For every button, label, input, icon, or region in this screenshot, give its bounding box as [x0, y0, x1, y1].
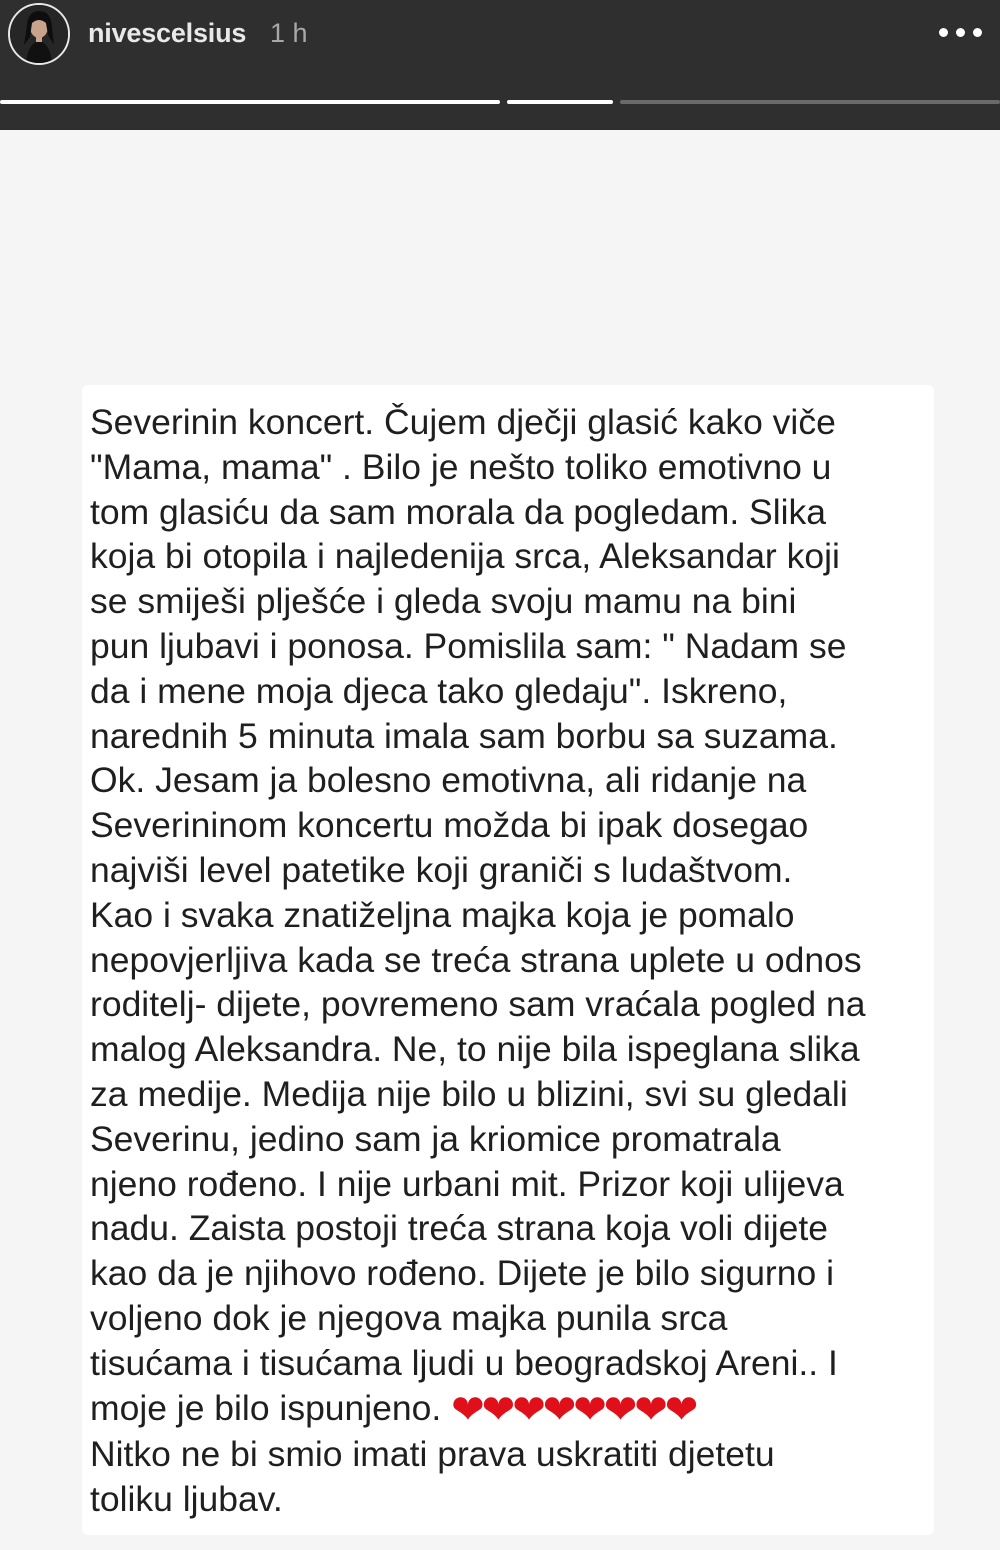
story-line: malog Aleksandra. Ne, to nije bila ispeglana slika [90, 1029, 860, 1070]
story-line: "Mama, mama" . Bilo je nešto toliko emotivno u [90, 446, 832, 487]
story-line: voljeno dok je njegova majka punila srca [90, 1297, 728, 1338]
profile-avatar[interactable] [8, 3, 70, 65]
story-line: da i mene moja djeca tako gledaju". Iskreno, [90, 670, 788, 711]
more-horizontal-icon[interactable] [939, 28, 982, 37]
avatar-photo [10, 5, 68, 63]
story-line-text: moje je bilo ispunjeno. [90, 1387, 442, 1428]
story-line: tisućama i tisućama ljudi u beogradskoj Areni.. I [90, 1342, 838, 1383]
more-dot [956, 28, 965, 37]
story-line: za medije. Medija nije bilo u blizini, svi su gledali [90, 1073, 848, 1114]
story-text [90, 400, 930, 1522]
story-line: se smiješi plješće i gleda svoju mamu na bini [90, 581, 797, 622]
story-line: pun ljubavi i ponosa. Pomislila sam: " Nadam se [90, 625, 847, 666]
story-line: kao da je njihovo rođeno. Dijete je bilo sigurno i [90, 1253, 834, 1294]
story-progress-segment-current [507, 100, 613, 104]
story-line: tom glasiću da sam morala da pogledam. Slika [90, 491, 827, 532]
story-line: roditelj- dijete, povremeno sam vraćala pogled na [90, 984, 866, 1025]
post-time: 1 h [270, 18, 308, 48]
story-line: njeno rođeno. I nije urbani mit. Prizor koji ulijeva [90, 1163, 844, 1204]
story-progress-segment-remaining [620, 100, 1000, 104]
username[interactable]: nivescelsius [88, 18, 247, 48]
story-line: nadu. Zaista postoji treća strana koja voli dijete [90, 1208, 829, 1249]
story-line: Severinu, jedino sam ja kriomice promatrala [90, 1118, 781, 1159]
story-progress-segment-complete [0, 100, 500, 104]
story-line: narednih 5 minuta imala sam borbu sa suzama. [90, 715, 838, 756]
story-line-with-hearts [90, 1386, 930, 1433]
story-line: nepovjerljiva kada se treća strana uplete u odnos [90, 939, 862, 980]
story-line: Severinin koncert. Čujem dječji glasić kako viče [90, 402, 836, 442]
story-line: Severininom koncertu možda bi ipak dosegao [90, 805, 809, 846]
more-dot [973, 28, 982, 37]
story-line: Nitko ne bi smio imati prava uskratiti djetetu [90, 1434, 775, 1475]
story-line: koja bi otopila i najledenija srca, Aleksandar koji [90, 536, 840, 577]
heart-emoji-icon: ❤❤❤❤❤❤❤❤ [451, 1386, 696, 1433]
more-dot [939, 28, 948, 37]
story-line: toliku ljubav. [90, 1479, 283, 1520]
story-line: Kao i svaka znatiželjna majka koja je pomalo [90, 894, 795, 935]
story-line: najviši level patetike koji graniči s ludaštvom. [90, 849, 793, 890]
story-header [0, 0, 1000, 130]
story-line: Ok. Jesam ja bolesno emotivna, ali ridanje na [90, 760, 807, 801]
